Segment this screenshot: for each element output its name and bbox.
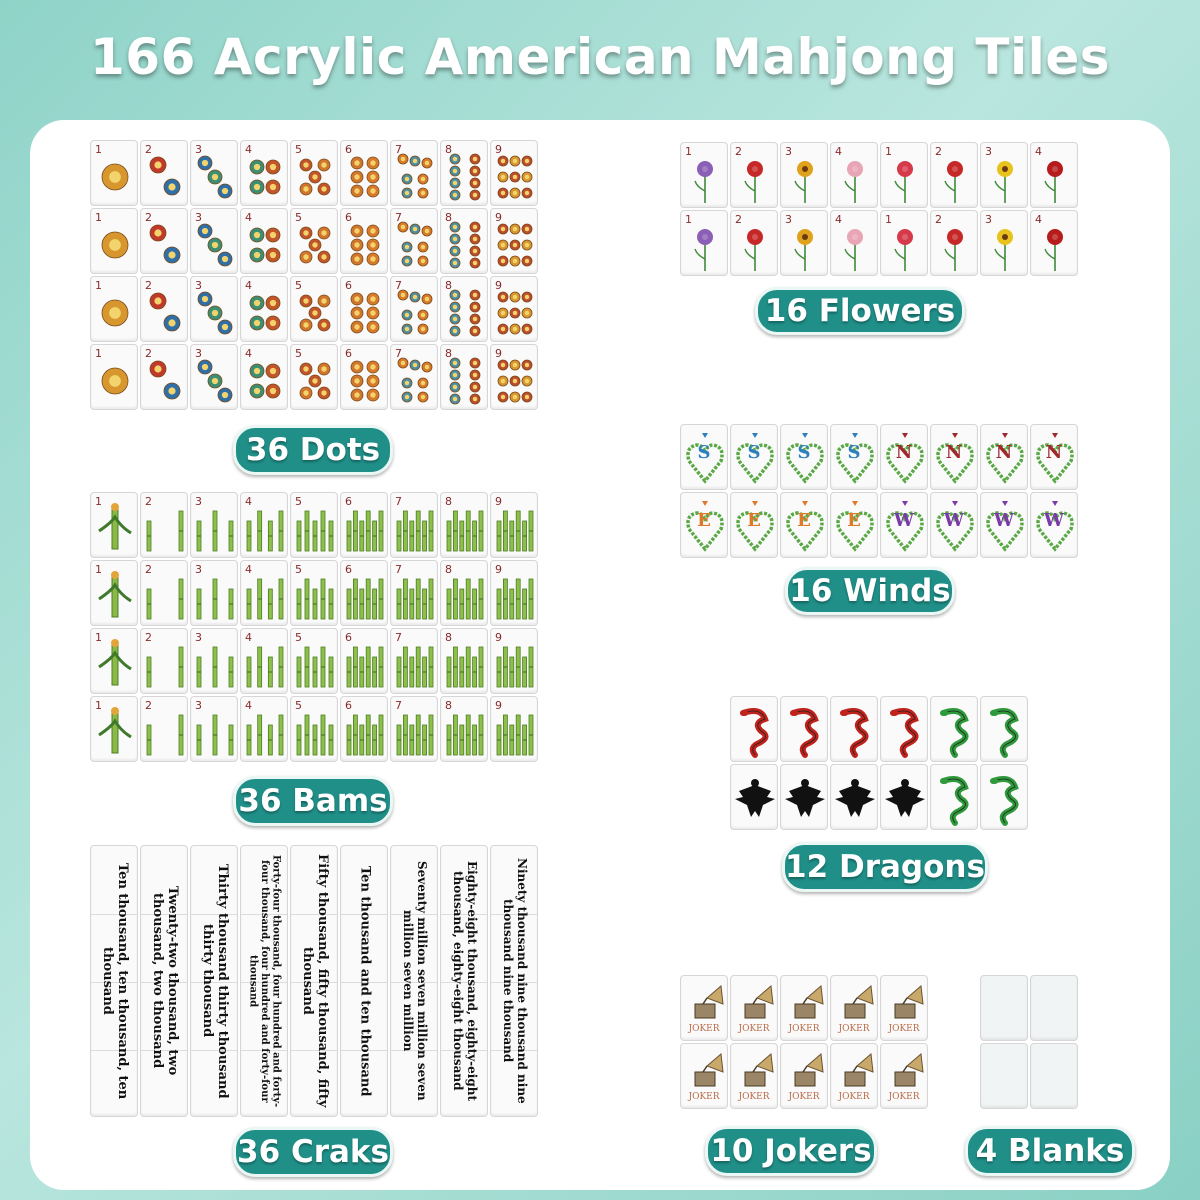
flower-tile [780, 142, 828, 208]
wind-letter: N [1045, 442, 1063, 463]
tile-number: 8 [445, 279, 452, 292]
green-dragon-tile [930, 696, 978, 762]
wind-tile [830, 424, 878, 490]
wind-tile [830, 492, 878, 558]
wind-tile [780, 492, 828, 558]
crak-tile-stack [440, 845, 488, 1117]
red-dragon-tile [880, 696, 928, 762]
eagle-icon [831, 765, 878, 830]
bam-tile [390, 628, 438, 694]
wind-tile [1030, 492, 1078, 558]
bam-tile [490, 696, 538, 762]
tile-number: 7 [395, 347, 402, 360]
tile-number: 6 [345, 347, 352, 360]
joker-tile [880, 1043, 928, 1109]
tile-number: 2 [735, 145, 742, 158]
tile-number: 1 [685, 145, 692, 158]
crak-text: Ten thousand, ten thousand, ten thousand [100, 862, 130, 1100]
green-dragon-tile [980, 764, 1028, 830]
tile-number: 8 [445, 563, 452, 576]
bam-tile [390, 560, 438, 626]
tile-number: 4 [245, 699, 252, 712]
tile-number: 6 [345, 143, 352, 156]
wind-tile [980, 492, 1028, 558]
eagle-tile [830, 764, 878, 830]
bam-tile [90, 560, 138, 626]
bam-tile [290, 492, 338, 558]
flower-tile [980, 210, 1028, 276]
page-title: 166 Acrylic American Mahjong Tiles [89, 28, 1110, 86]
tile-number: 4 [1035, 145, 1042, 158]
dot-tile [340, 140, 388, 206]
flower-tile [680, 142, 728, 208]
tile-number: 1 [95, 631, 102, 644]
bam-tile [140, 560, 188, 626]
bam-tile [290, 628, 338, 694]
tile-number: 7 [395, 495, 402, 508]
crak-tile-stack [90, 845, 138, 1117]
winds-label: 16 Winds [785, 567, 955, 615]
joker-tile [730, 975, 778, 1041]
joker-word: JOKER [688, 1024, 720, 1034]
bam-tile [90, 696, 138, 762]
tile-number: 2 [145, 563, 152, 576]
crak-tile-stack [140, 845, 188, 1117]
crak-text: Eighty-eight thousand, eighty-eight thousand, eighty-eight thousand [451, 861, 479, 1101]
tile-number: 6 [345, 699, 352, 712]
wind-letter: S [697, 442, 711, 463]
tile-number: 3 [195, 279, 202, 292]
bam-tile [240, 696, 288, 762]
bam-tile [240, 560, 288, 626]
tile-number: 9 [495, 495, 502, 508]
blanks-label: 4 Blanks [965, 1126, 1135, 1176]
wind-tile [730, 424, 778, 490]
tile-number: 5 [295, 495, 302, 508]
tile-number: 3 [195, 563, 202, 576]
green-dragon-tile [930, 764, 978, 830]
tile-number: 9 [495, 211, 502, 224]
dot-tile [90, 140, 138, 206]
flower-tile [830, 142, 878, 208]
joker-tile [730, 1043, 778, 1109]
tile-number: 8 [445, 211, 452, 224]
crak-tile-stack [490, 845, 538, 1117]
wind-tile [980, 424, 1028, 490]
bam-tile [390, 696, 438, 762]
joker-word: JOKER [888, 1024, 920, 1034]
blank-tile [980, 1043, 1028, 1109]
tile-number: 9 [495, 143, 502, 156]
wind-letter: E [747, 510, 761, 531]
dot-tile [90, 344, 138, 410]
dot-tile [140, 208, 188, 274]
bam-tile [340, 628, 388, 694]
tile-number: 5 [295, 211, 302, 224]
tile-number: 1 [95, 563, 102, 576]
eagle-icon [781, 765, 828, 830]
dot-tile [390, 276, 438, 342]
winds-grid [680, 424, 1078, 558]
tile-number: 5 [295, 143, 302, 156]
dot-tile [490, 208, 538, 274]
green-dragon-icon [981, 697, 1028, 762]
dot-tile [340, 276, 388, 342]
dot-tile [490, 140, 538, 206]
wind-letter: W [1043, 510, 1065, 531]
wind-letter: S [847, 442, 861, 463]
bam-tile [140, 628, 188, 694]
dot-tile [440, 140, 488, 206]
wind-letter: E [797, 510, 811, 531]
tile-number: 4 [245, 495, 252, 508]
tile-number: 3 [195, 631, 202, 644]
craks-label: 36 Craks [233, 1127, 393, 1177]
joker-word: JOKER [838, 1092, 870, 1102]
tile-number: 7 [395, 563, 402, 576]
tile-number: 1 [885, 213, 892, 226]
blank-tile [980, 975, 1028, 1041]
wind-letter: W [893, 510, 915, 531]
dot-tile [490, 344, 538, 410]
joker-word: JOKER [688, 1092, 720, 1102]
dots-label: 36 Dots [233, 425, 393, 475]
bam-tile [190, 492, 238, 558]
flower-tile [680, 210, 728, 276]
tile-number: 2 [145, 631, 152, 644]
tile-number: 8 [445, 495, 452, 508]
bams-grid [90, 492, 538, 762]
tile-number: 8 [445, 699, 452, 712]
crak-text: Twenty-two thousand, two thousand, two thousand [150, 886, 180, 1076]
tile-number: 1 [95, 495, 102, 508]
dot-tile [440, 344, 488, 410]
bam-tile [190, 696, 238, 762]
bam-tile [140, 492, 188, 558]
dot-tile [240, 140, 288, 206]
dot-tile [440, 276, 488, 342]
wind-tile [930, 424, 978, 490]
jokers-grid [680, 975, 928, 1109]
tile-number: 9 [495, 279, 502, 292]
dots-grid [90, 140, 538, 410]
bam-tile [190, 560, 238, 626]
tile-number: 8 [445, 631, 452, 644]
dot-tile [190, 276, 238, 342]
dot-tile [240, 344, 288, 410]
joker-tile [780, 975, 828, 1041]
wind-letter: E [697, 510, 711, 531]
joker-word: JOKER [788, 1092, 820, 1102]
crak-text: Seventy million seven million seven million seven million [401, 861, 429, 1101]
flower-tile [830, 210, 878, 276]
tile-number: 1 [95, 279, 102, 292]
green-dragon-icon [981, 765, 1028, 830]
tile-number: 9 [495, 699, 502, 712]
tile-number: 2 [145, 495, 152, 508]
dot-tile [290, 344, 338, 410]
tile-number: 2 [735, 213, 742, 226]
tile-number: 3 [785, 145, 792, 158]
bam-tile [390, 492, 438, 558]
tile-number: 5 [295, 279, 302, 292]
bams-label: 36 Bams [233, 776, 393, 826]
wind-letter: W [993, 510, 1015, 531]
joker-word: JOKER [738, 1092, 770, 1102]
bam-tile [490, 628, 538, 694]
bam-tile [240, 628, 288, 694]
tile-number: 2 [935, 145, 942, 158]
joker-word: JOKER [838, 1024, 870, 1034]
joker-tile [680, 975, 728, 1041]
wind-tile [930, 492, 978, 558]
flower-tile [930, 142, 978, 208]
dot-tile [340, 208, 388, 274]
crak-tile-stack [340, 845, 388, 1117]
bam-tile [440, 628, 488, 694]
green-dragon-icon [931, 765, 978, 830]
red-dragon-tile [730, 696, 778, 762]
eagle-icon [881, 765, 928, 830]
blank-tile [1030, 1043, 1078, 1109]
dot-tile [290, 276, 338, 342]
tile-number: 4 [245, 279, 252, 292]
blanks-grid [980, 975, 1078, 1109]
flower-tile [880, 142, 928, 208]
dot-tile [490, 276, 538, 342]
tile-number: 5 [295, 631, 302, 644]
bam-tile [190, 628, 238, 694]
joker-tile [830, 975, 878, 1041]
eagle-tile [730, 764, 778, 830]
jokers-label: 10 Jokers [705, 1126, 877, 1176]
wind-letter: N [995, 442, 1013, 463]
bam-tile [240, 492, 288, 558]
wind-letter: S [747, 442, 761, 463]
tile-number: 5 [295, 563, 302, 576]
tile-number: 9 [495, 631, 502, 644]
crak-text: Fifty thousand, fifty thousand, fifty thousand [300, 854, 330, 1108]
bam-tile [490, 560, 538, 626]
joker-word: JOKER [738, 1024, 770, 1034]
crak-text: Forty-four thousand, four hundred and forty-four thousand, four hundred and forty-four thousand [247, 854, 282, 1108]
tile-number: 4 [245, 143, 252, 156]
flower-tile [880, 210, 928, 276]
crak-tile-stack [240, 845, 288, 1117]
wind-letter: S [797, 442, 811, 463]
tile-number: 7 [395, 279, 402, 292]
tile-number: 9 [495, 563, 502, 576]
tile-number: 7 [395, 699, 402, 712]
flower-tile [780, 210, 828, 276]
tile-number: 4 [245, 347, 252, 360]
wind-tile [880, 492, 928, 558]
dragons-label: 12 Dragons [782, 842, 988, 892]
dot-tile [140, 276, 188, 342]
bam-tile [90, 492, 138, 558]
bam-tile [340, 560, 388, 626]
tile-number: 4 [245, 211, 252, 224]
bam-tile [340, 492, 388, 558]
eagle-tile [880, 764, 928, 830]
bam-tile [340, 696, 388, 762]
bam-tile [290, 560, 338, 626]
green-dragon-tile [980, 696, 1028, 762]
flower-tile [730, 210, 778, 276]
tile-number: 6 [345, 631, 352, 644]
wind-letter: N [945, 442, 963, 463]
joker-tile [780, 1043, 828, 1109]
joker-tile [880, 975, 928, 1041]
flower-tile [980, 142, 1028, 208]
tile-number: 5 [295, 699, 302, 712]
dot-tile [90, 276, 138, 342]
tile-number: 6 [345, 279, 352, 292]
tile-number: 5 [295, 347, 302, 360]
tile-number: 3 [195, 495, 202, 508]
bam-tile [440, 492, 488, 558]
blank-tile [1030, 975, 1078, 1041]
wind-tile [680, 424, 728, 490]
crak-tile-stack [190, 845, 238, 1117]
joker-tile [680, 1043, 728, 1109]
tile-number: 1 [685, 213, 692, 226]
dot-tile [140, 344, 188, 410]
dot-tile [140, 140, 188, 206]
dot-tile [90, 208, 138, 274]
dot-tile [440, 208, 488, 274]
red-dragon-icon [831, 697, 878, 762]
tile-number: 1 [95, 211, 102, 224]
flowers-grid [680, 142, 1078, 276]
tile-number: 3 [985, 145, 992, 158]
dragons-grid [730, 696, 1028, 830]
tile-number: 4 [245, 631, 252, 644]
dot-tile [390, 344, 438, 410]
crak-tile-stack [390, 845, 438, 1117]
dot-tile [290, 140, 338, 206]
dot-tile [340, 344, 388, 410]
tile-number: 4 [1035, 213, 1042, 226]
wind-tile [1030, 424, 1078, 490]
tile-number: 4 [245, 563, 252, 576]
flower-tile [1030, 142, 1078, 208]
wind-letter: E [847, 510, 861, 531]
red-dragon-icon [731, 697, 778, 762]
tile-number: 1 [95, 143, 102, 156]
tile-number: 2 [145, 699, 152, 712]
red-dragon-tile [780, 696, 828, 762]
red-dragon-icon [881, 697, 928, 762]
eagle-tile [780, 764, 828, 830]
tile-number: 6 [345, 211, 352, 224]
flower-tile [730, 142, 778, 208]
bam-tile [440, 696, 488, 762]
tile-number: 4 [835, 145, 842, 158]
dot-tile [390, 140, 438, 206]
tile-number: 3 [195, 347, 202, 360]
tile-number: 2 [145, 279, 152, 292]
tile-number: 4 [835, 213, 842, 226]
flower-tile [1030, 210, 1078, 276]
tile-number: 3 [785, 213, 792, 226]
tile-number: 8 [445, 143, 452, 156]
bam-tile [290, 696, 338, 762]
tile-number: 1 [95, 699, 102, 712]
tile-number: 1 [885, 145, 892, 158]
bam-tile [90, 628, 138, 694]
tile-number: 3 [195, 699, 202, 712]
tile-number: 7 [395, 211, 402, 224]
tile-number: 9 [495, 347, 502, 360]
tile-number: 3 [985, 213, 992, 226]
red-dragon-icon [781, 697, 828, 762]
bam-tile [490, 492, 538, 558]
tile-number: 2 [145, 211, 152, 224]
crak-tile-stack [290, 845, 338, 1117]
tile-number: 8 [445, 347, 452, 360]
crak-text: Thirty thousand thirty thousand thirty thousand [200, 863, 230, 1099]
crak-text: Ninety thousand nine thousand nine thousand nine thousand [501, 858, 529, 1104]
tile-number: 2 [145, 347, 152, 360]
flower-tile [930, 210, 978, 276]
tile-number: 6 [345, 495, 352, 508]
bam-tile [440, 560, 488, 626]
tile-number: 3 [195, 143, 202, 156]
tile-number: 7 [395, 631, 402, 644]
dot-tile [190, 208, 238, 274]
joker-tile [830, 1043, 878, 1109]
tile-number: 7 [395, 143, 402, 156]
wind-tile [680, 492, 728, 558]
wind-letter: W [943, 510, 965, 531]
crak-text: Ten thousand and ten thousand [357, 865, 373, 1097]
joker-word: JOKER [888, 1092, 920, 1102]
tile-number: 2 [935, 213, 942, 226]
tile-number: 3 [195, 211, 202, 224]
green-dragon-icon [931, 697, 978, 762]
dot-tile [240, 208, 288, 274]
dot-tile [190, 344, 238, 410]
dot-tile [240, 276, 288, 342]
craks-grid [90, 845, 538, 1117]
red-dragon-tile [830, 696, 878, 762]
flowers-label: 16 Flowers [755, 287, 965, 335]
bam-tile [140, 696, 188, 762]
dot-tile [290, 208, 338, 274]
eagle-icon [731, 765, 778, 830]
dot-tile [390, 208, 438, 274]
tile-number: 2 [145, 143, 152, 156]
wind-letter: N [895, 442, 913, 463]
wind-tile [780, 424, 828, 490]
joker-word: JOKER [788, 1024, 820, 1034]
wind-tile [880, 424, 928, 490]
dot-tile [190, 140, 238, 206]
tile-number: 6 [345, 563, 352, 576]
wind-tile [730, 492, 778, 558]
tile-number: 1 [95, 347, 102, 360]
